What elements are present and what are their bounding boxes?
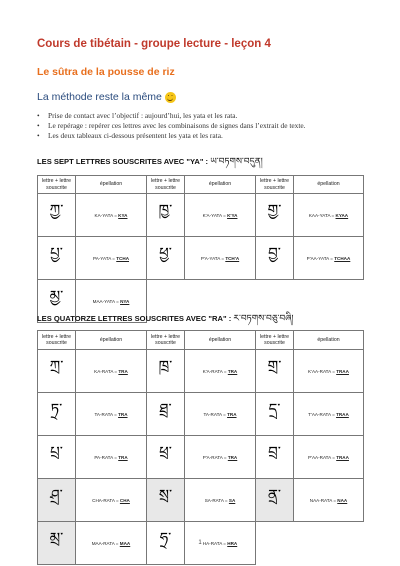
spelling-text: MAA-YATA = xyxy=(92,298,121,304)
pronunciation-result: TCHA xyxy=(116,255,130,261)
column-header-spelling: épellation xyxy=(294,331,364,350)
bullet-list xyxy=(37,111,377,141)
bullet-item: • Prise de contact avec l’objectif : aujourd’hui, les yata et les rata. xyxy=(37,111,377,121)
spelling-text: TA-RATA = xyxy=(94,411,119,417)
tibetan-letter-cell: གྱ་ xyxy=(256,194,294,237)
bullet-item: • Les deux tableaux ci-dessous présentent les yata et les rata. xyxy=(37,131,377,141)
pronunciation-result: CHA xyxy=(119,497,130,503)
column-header-letter: lettre + lettre souscrite xyxy=(38,331,76,350)
tibetan-letter-cell: མྱ་ xyxy=(38,280,76,323)
spelling-cell xyxy=(294,436,364,479)
spelling-cell xyxy=(76,393,147,436)
column-header-letter: lettre + lettre souscrite xyxy=(256,331,294,350)
pronunciation-result: HRA xyxy=(227,540,238,546)
spelling-cell xyxy=(294,194,364,237)
column-header-spelling: épellation xyxy=(76,331,147,350)
tibetan-letter-cell: བྱ་ xyxy=(256,237,294,280)
spelling-text: K'A-RATA = xyxy=(202,368,228,374)
pronunciation-result: TRA xyxy=(227,368,238,374)
spelling-cell xyxy=(76,350,147,393)
spelling-text: PA-RATA = xyxy=(94,454,119,460)
tibetan-letter-cell: ཐྲ་ xyxy=(147,393,185,436)
spelling-text: P'A-RATA = xyxy=(202,454,228,460)
column-header-spelling: épellation xyxy=(185,176,256,194)
ra-heading-text: LES QUATORZE LETTRES SOUSCRITES AVEC "RA" : xyxy=(37,314,232,323)
ya-heading-text: LES SEPT LETTRES SOUSCRITES AVEC "YA" : xyxy=(37,157,209,166)
spelling-text: KAA-YATA = xyxy=(308,212,336,218)
empty-cell xyxy=(294,280,364,323)
pronunciation-result: KYA xyxy=(118,212,128,218)
spelling-text: CHA-RATA = xyxy=(92,497,120,503)
spelling-cell xyxy=(185,350,256,393)
tibetan-letter-cell: སྲ་ xyxy=(147,479,185,522)
course-title: Cours de tibétain - groupe lecture - leçon 4 xyxy=(37,38,271,50)
spelling-text: K'AA-RATA = xyxy=(308,368,337,374)
tibetan-letter-cell: ཕྱ་ xyxy=(147,237,185,280)
ya-section-heading xyxy=(37,152,263,177)
pronunciation-result: TRA xyxy=(227,411,237,417)
tibetan-letter-cell: ཤྲ་ xyxy=(38,479,76,522)
pronunciation-result: TRA xyxy=(227,454,238,460)
spelling-text: KA-YATA = xyxy=(94,212,119,218)
spelling-text: T'AA-RATA = xyxy=(308,411,337,417)
spelling-cell xyxy=(76,479,147,522)
spelling-text: P'AA-RATA = xyxy=(308,454,337,460)
spelling-text: TA-RATA = xyxy=(203,411,228,417)
spelling-text: MAA-RATA = xyxy=(91,540,120,546)
pronunciation-result: MAA xyxy=(119,540,131,546)
column-header-letter: lettre + lettre souscrite xyxy=(147,331,185,350)
table-row xyxy=(38,393,364,436)
tibetan-letter-cell: ཀྲ་ xyxy=(38,350,76,393)
table-row xyxy=(38,350,364,393)
spelling-cell xyxy=(185,479,256,522)
column-header-letter: lettre + lettre souscrite xyxy=(147,176,185,194)
table-header-row xyxy=(38,176,364,194)
column-header-letter: lettre + lettre souscrite xyxy=(38,176,76,194)
tibetan-letter-cell: མྲ་ xyxy=(38,522,76,565)
pronunciation-result: TRA xyxy=(118,454,128,460)
lesson-subtitle: Le sûtra de la pousse de riz xyxy=(37,66,175,78)
table-row xyxy=(38,436,364,479)
spelling-cell xyxy=(185,237,256,280)
pronunciation-result: SA xyxy=(228,497,236,503)
spelling-cell xyxy=(294,350,364,393)
column-header-spelling: épellation xyxy=(294,176,364,194)
smiley-icon xyxy=(165,92,176,103)
tibetan-letter-cell: ཏྲ་ xyxy=(38,393,76,436)
pronunciation-result: K'YA xyxy=(227,212,238,218)
tibetan-letter-cell: ཀྱ་ xyxy=(38,194,76,237)
spelling-cell xyxy=(294,237,364,280)
ya-table xyxy=(37,175,364,323)
spelling-text: P'AA-YATA = xyxy=(306,255,335,261)
column-header-spelling: épellation xyxy=(185,331,256,350)
tibetan-letter-cell: ཁྲ་ xyxy=(147,350,185,393)
table-row xyxy=(38,237,364,280)
tibetan-letter-cell: དྲ་ xyxy=(256,393,294,436)
spelling-cell xyxy=(185,393,256,436)
spelling-cell xyxy=(294,393,364,436)
method-heading-text: La méthode reste la même xyxy=(37,91,162,103)
spelling-cell xyxy=(185,194,256,237)
bullet-item: • Le repérage : repérer ces lettres avec les combinaisons de signes dans l’extrait de texte. xyxy=(37,121,377,131)
pronunciation-result: TCH'A xyxy=(225,255,240,261)
ra-heading-tibetan: ར་བཏགས་བཅུ་བཞི། xyxy=(233,314,294,324)
spelling-text: P'A-YATA = xyxy=(200,255,226,261)
spelling-cell xyxy=(76,194,147,237)
pronunciation-result: TRAA xyxy=(336,368,349,374)
spelling-text: SA-RATA = xyxy=(204,497,229,503)
table-row xyxy=(38,479,364,522)
spelling-text: NAA-RATA = xyxy=(309,497,338,503)
table-row xyxy=(38,194,364,237)
spelling-text: HA-RATA = xyxy=(202,540,228,546)
pronunciation-result: TRA xyxy=(118,368,128,374)
tibetan-letter-cell: ནྲ་ xyxy=(256,479,294,522)
pronunciation-result: TRA xyxy=(118,411,128,417)
spelling-cell xyxy=(76,436,147,479)
pronunciation-result: TRAA xyxy=(336,454,349,460)
spelling-cell xyxy=(185,436,256,479)
method-heading xyxy=(37,91,176,103)
tibetan-letter-cell: ཕྲ་ xyxy=(147,436,185,479)
pronunciation-result: TRAA xyxy=(336,411,349,417)
spelling-cell xyxy=(294,479,364,522)
pronunciation-result: NAA xyxy=(337,497,348,503)
page-number: 1 xyxy=(198,540,202,546)
tibetan-letter-cell: ཧྲ་ xyxy=(147,522,185,565)
tibetan-letter-cell: པྲ་ xyxy=(38,436,76,479)
spelling-cell xyxy=(76,237,147,280)
tibetan-letter-cell: པྱ་ xyxy=(38,237,76,280)
spelling-text: PA-YATA = xyxy=(92,255,117,261)
pronunciation-result: NYA xyxy=(120,298,130,304)
tibetan-letter-cell: གྲ་ xyxy=(256,350,294,393)
ra-table xyxy=(37,330,364,565)
tibetan-letter-cell: ཁྱ་ xyxy=(147,194,185,237)
ya-heading-tibetan: ཡ་བཏགས་བདུན། xyxy=(210,157,263,167)
tibetan-letter-cell: བྲ་ xyxy=(256,436,294,479)
table-header-row xyxy=(38,331,364,350)
pronunciation-result: TCHAA xyxy=(334,255,351,261)
column-header-spelling: épellation xyxy=(76,176,147,194)
spelling-text: KA-RATA = xyxy=(94,368,119,374)
column-header-letter: lettre + lettre souscrite xyxy=(256,176,294,194)
spelling-text: K'A-YATA = xyxy=(202,212,228,218)
pronunciation-result: KYAA xyxy=(335,212,349,218)
